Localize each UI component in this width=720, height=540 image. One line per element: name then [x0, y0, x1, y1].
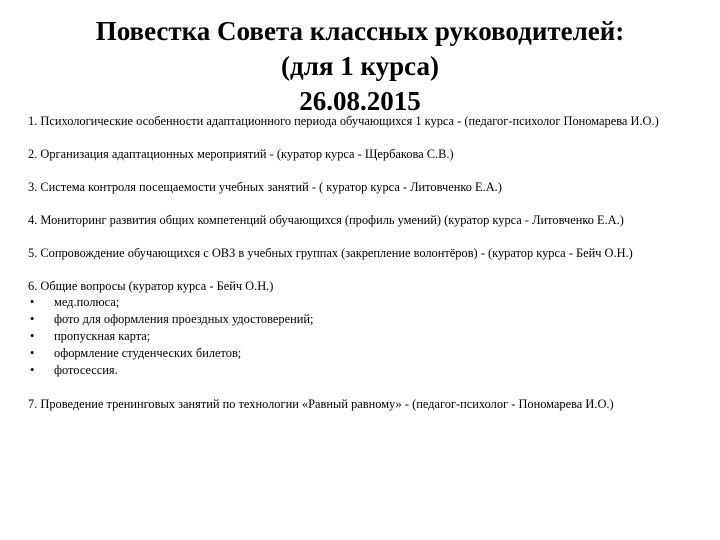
title-line-2: (для 1 курса)	[281, 51, 439, 81]
list-item-text: пропускная карта;	[54, 329, 151, 343]
bullet-icon: •	[30, 312, 35, 326]
bullet-icon: •	[30, 295, 35, 309]
agenda-item-1: 1. Психологические особенности адаптационного периода обучающихся 1 курса - (педагог-психолог Пономарева И.О.)	[28, 114, 659, 128]
list-item-text: фотосессия.	[54, 363, 118, 377]
agenda-item-4: 4. Мониторинг развития общих компетенций обучающихся (профиль умений) (куратор курса - Литовченко Е.А.)	[28, 213, 624, 227]
list-item-text: оформление студенческих билетов;	[54, 346, 242, 360]
page-title	[0, 14, 720, 119]
agenda-list	[28, 114, 660, 412]
bullet-icon: •	[30, 346, 35, 360]
agenda-item-3: 3. Система контроля посещаемости учебных занятий - ( куратор курса - Литовченко Е.А.)	[28, 180, 502, 194]
list-item-text: мед.полюса;	[54, 295, 120, 309]
list-item	[28, 311, 660, 328]
bullet-icon: •	[30, 363, 35, 377]
list-item	[28, 362, 660, 379]
title-line-1: Повестка Совета классных руководителей:	[95, 16, 625, 46]
title-date: 26.08.2015	[299, 86, 421, 116]
list-item	[28, 294, 660, 311]
general-questions-list	[28, 294, 660, 379]
agenda-item-5: 5. Сопровождение обучающихся с ОВЗ в учебных группах (закрепление волонтёров) - (куратор курса - Бейч О.Н.)	[28, 246, 633, 260]
agenda-item-2: 2. Организация адаптационных мероприятий - (куратор курса - Щербакова С.В.)	[28, 147, 454, 161]
list-item	[28, 328, 660, 345]
bullet-icon: •	[30, 329, 35, 343]
list-item	[28, 345, 660, 362]
agenda-item-7: 7. Проведение тренинговых занятий по технологии «Равный равному» - (педагог-психолог - Пономарева И.О.)	[28, 397, 614, 411]
agenda-item-6-heading: 6. Общие вопросы (куратор курса - Бейч О.Н.)	[28, 279, 274, 293]
list-item-text: фото для оформления проездных удостоверений;	[54, 312, 314, 326]
agenda-item-6	[28, 279, 660, 379]
